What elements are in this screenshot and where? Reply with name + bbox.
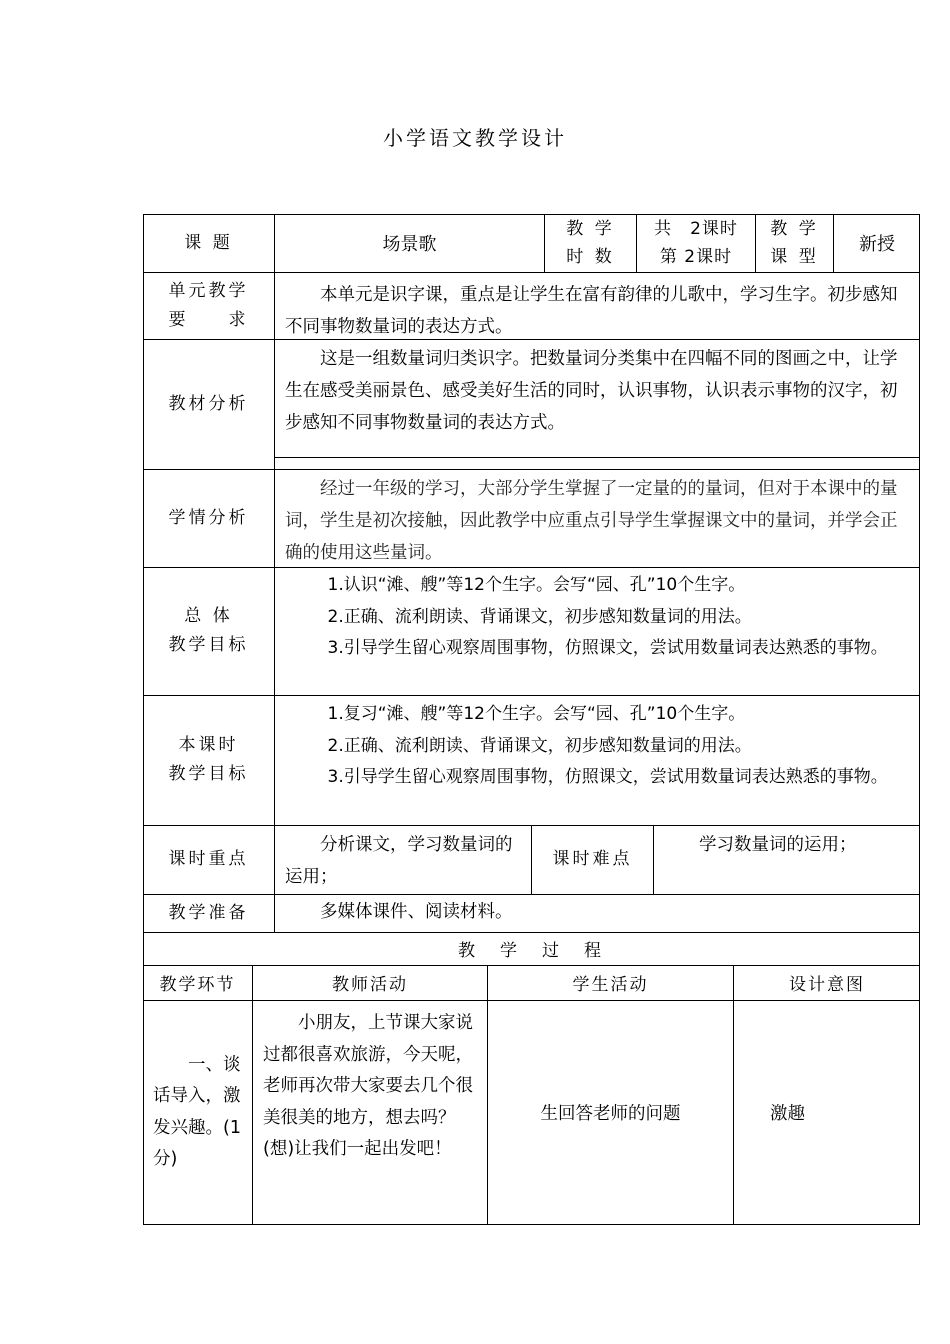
learner-text: 经过一年级的学习，大部分学生掌握了一定量的的量词，但对于本课中的量词，学生是初次接触，因此教学中应重点引导学生掌握课文中的量词，并学会正确的使用这些量词。 [285,479,898,563]
hours-label-line2: 时 数 [566,247,615,267]
material-text: 这是一组数量词归类识字。把数量词分类集中在四幅不同的图画之中，让学生在感受美丽景色、感受美好生活的同时，认识事物，认识表示事物的汉字，初步感知不同事物数量词的表达方式。 [285,349,898,433]
overall-goals-label [143,567,274,695]
lesson-title-text: 场景歌 [382,234,437,255]
process-intent-text: 激趣 [770,1104,805,1124]
prep-label-text: 教学准备 [168,902,249,923]
unit-req-label-line1: 单元教学 [168,280,249,301]
unit-req-text: 本单元是识字课，重点是让学生在富有韵律的儿歌中，学习生字。初步感知不同事物数量词的表达方式。 [285,285,898,337]
hours-total: 共 2课时 [654,219,738,239]
lesson-goal-1: 1.复习“滩、艘”等12个生字。会写“园、孔”10个生字。 [327,704,746,724]
hours-value [637,214,755,272]
hours-current: 第 2课时 [659,247,733,267]
difficulty-label-text: 课时难点 [552,849,633,869]
process-col-teacher: 教师活动 [332,975,408,995]
unit-req-label-line2: 要 求 [168,309,249,330]
type-label [756,214,833,272]
prep-text: 多媒体课件、阅读材料。 [320,902,513,922]
lesson-goals-list [275,699,920,794]
focus-label-text: 课时重点 [168,849,249,869]
process-student-text: 生回答老师的问题 [540,1104,681,1124]
lesson-goals-label-line1: 本课时 [178,735,239,755]
type-value-text: 新授 [859,234,895,255]
lesson-goals-label-line2: 教学目标 [168,764,249,784]
lesson-title [275,214,544,272]
overall-goals-label-line1: 总 体 [184,606,233,626]
lesson-goal-3: 3.引导学生留心观察周围事物，仿照课文，尝试用数量词表达熟悉的事物。 [327,767,888,787]
difficulty-text: 学习数量词的运用； [699,835,857,855]
process-teacher-text: 小朋友，上节课大家说过都很喜欢旅游，今天呢，老师再次带大家要去几个很美很美的地方，想去吗？(想)让我们一起出发吧！ [263,1013,473,1159]
process-col-stage: 教学环节 [159,975,236,995]
type-label-line1: 教 学 [770,219,819,239]
lesson-goal-2: 2.正确、流利朗读、背诵课文，初步感知数量词的用法。 [327,735,752,756]
material-label [143,339,274,469]
document-title: 小学语文教学设计 [383,126,567,150]
hours-label [545,214,636,272]
process-intent [734,1000,920,1225]
overall-goals-list [275,570,920,665]
focus-text: 分析课文，学习数量词的运用； [285,835,513,887]
type-label-line2: 课 型 [770,247,819,267]
overall-goals-label-line2: 教学目标 [168,635,249,655]
lesson-goals-label [143,695,274,825]
prep-label [143,894,274,932]
unit-req-label [143,272,274,339]
focus-label [143,825,274,894]
learner-label-text: 学情分析 [168,507,249,528]
process-col-intent: 设计意图 [789,975,865,995]
learner-label [143,469,274,567]
overall-goal-1: 1.认识“滩、艘”等12个生字。会写“园、孔”10个生字。 [327,575,746,595]
difficulty-label [532,825,653,894]
process-title: 教 学 过 程 [458,941,605,961]
process-col-student: 学生活动 [572,975,649,995]
content-divider [275,457,920,458]
overall-goal-2: 2.正确、流利朗读、背诵课文，初步感知数量词的用法。 [327,606,752,627]
process-stage-text: 一、谈话导入，激发兴趣。(1分) [153,1054,241,1169]
type-value [834,214,920,272]
material-label-text: 教材分析 [168,393,249,414]
lesson-label-text: 课 题 [184,232,233,253]
lesson-label [143,214,274,272]
process-row-stage [143,1000,252,1225]
hours-label-line1: 教 学 [566,219,615,239]
overall-goal-3: 3.引导学生留心观察周围事物，仿照课文，尝试用数量词表达熟悉的事物。 [327,638,888,658]
